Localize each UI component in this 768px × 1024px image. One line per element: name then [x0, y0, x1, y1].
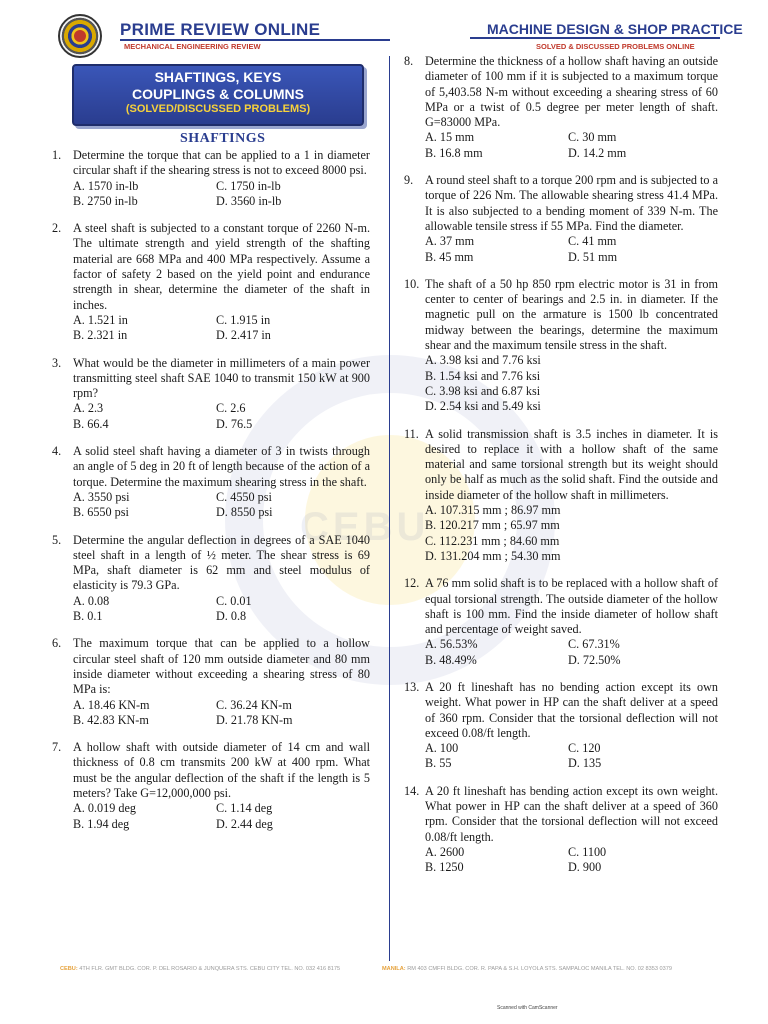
answer-choice: A. 1570 in-lb [73, 178, 139, 193]
question-number: 2. [52, 221, 62, 236]
watermark-text: CEBU [300, 505, 430, 549]
brand-subtitle: MECHANICAL ENGINEERING REVIEW [124, 42, 261, 51]
answer-choice: C. 2.6 [216, 401, 246, 416]
answer-choice: A. 100 [425, 741, 459, 756]
question-text: A solid steel shaft having a diameter of 3 in twists through an angle of 5 deg in 20 ft of length because of the action of a torque. Determine the maximum shearing stress in the shaft. [73, 444, 370, 489]
answer-choices [73, 801, 370, 832]
question-item [46, 356, 370, 432]
answer-choice: A. 15 mm [425, 130, 475, 145]
footer-cebu-label: CEBU: [60, 966, 78, 972]
question-text: A 20 ft lineshaft has no bending action except its own weight. What power in HP can the shaft deliver at a speed of 360 rpm. Consider that the torsional deflection will not exceed 0.08/ft length. [425, 679, 718, 740]
answer-choices [73, 401, 370, 432]
school-logo-icon [58, 14, 102, 58]
answer-choices [73, 179, 370, 210]
question-item [398, 576, 718, 668]
answer-choice: A. 37 mm [425, 234, 475, 249]
answer-choice: A. 2.3 [73, 401, 104, 416]
question-text: Determine the angular deflection in degrees of a SAE 1040 steel shaft in a length of ½ meter. The shear stress is 69 MPa, shaft diameter is 62 mm and steel modulus of elasticity is 79.3 GPa. [73, 532, 370, 593]
answer-choice: B. 120.217 mm ; 65.97 mm [425, 518, 560, 533]
footer-manila-address: RM 403 CMFFI BLDG. COR. R. PAPA & S.H. LOYOLA STS. SAMPALOC MANILA TEL. NO. 02 8353 0379 [407, 966, 672, 972]
question-text: Determine the thickness of a hollow shaft having an outside diameter of 100 mm if it is subjected to a maximum torque of 5,403.58 N-m without exceeding a shearing stress of 60 MPa or a twist of 0.5 degree per meter length of shaft. G=83000 MPa. [425, 54, 718, 130]
footer-manila [382, 966, 672, 972]
subject-title: MACHINE DESIGN & SHOP PRACTICE [487, 21, 743, 37]
answer-choice: A. 107.315 mm ; 86.97 mm [425, 503, 561, 518]
answer-choices [425, 503, 718, 564]
answer-choice: C. 4550 psi [216, 489, 272, 504]
question-item [46, 740, 370, 832]
answer-choice: D. 900 [568, 860, 602, 875]
answer-choice: B. 0.1 [73, 609, 103, 624]
question-text: Determine the torque that can be applied to a 1 in diameter circular shaft if the shearing stress is not to exceed 8000 psi. [73, 148, 370, 178]
answer-choice: D. 2.44 deg [216, 816, 273, 831]
footer-cebu-address: 4TH FLR. GMT BLDG. COR. P. DEL ROSARIO & JUNQUERA STS. CEBU CITY TEL. NO. 032 416 8175 [79, 966, 341, 972]
question-number: 5. [52, 532, 62, 547]
question-item [398, 277, 718, 415]
answer-choice: C. 36.24 KN-m [216, 697, 292, 712]
answer-choice: D. 21.78 KN-m [216, 712, 293, 727]
answer-choices [425, 130, 718, 161]
answer-choice: A. 2600 [425, 844, 465, 859]
answer-choice: B. 42.83 KN-m [73, 712, 149, 727]
answer-choice: C. 1750 in-lb [216, 178, 281, 193]
answer-choice: D. 2.54 ksi and 5.49 ksi [425, 399, 541, 414]
answer-choices [425, 637, 718, 668]
answer-choice: D. 8550 psi [216, 505, 273, 520]
answer-choice: D. 3560 in-lb [216, 193, 282, 208]
answer-choice: D. 135 [568, 756, 602, 771]
subject-divider [470, 37, 720, 39]
answer-choice: A. 0.08 [73, 593, 110, 608]
answer-choice: C. 1100 [568, 844, 607, 859]
question-text: A round steel shaft to a torque 200 rpm and is subjected to a torque of 226 Nm. The allowable shearing stress 41.4 MPa. It is also subjected to a bending moment of 339 N-m. The allowable tensile stress if 55 MPa. Find the diameter. [425, 173, 718, 233]
question-item [398, 427, 718, 565]
answer-choice: B. 16.8 mm [425, 145, 483, 160]
answer-choices [425, 741, 718, 772]
column-divider [389, 56, 390, 961]
question-column-left [46, 148, 370, 844]
question-number: 14. [404, 783, 420, 798]
answer-choice: C. 1.14 deg [216, 801, 273, 816]
page-footer [60, 966, 720, 972]
answer-choice: B. 45 mm [425, 249, 474, 264]
answer-choice: A. 0.019 deg [73, 801, 136, 816]
question-text: A solid transmission shaft is 3.5 inches in diameter. It is desired to replace it with a hollow shaft of the same material and same torsional strength but its weight should only be half as much as the solid shaft. Find the outside and inside diameter of the hollow shaft in millimeters. [425, 426, 718, 502]
answer-choice: A. 3550 psi [73, 489, 130, 504]
subject-subtitle: SOLVED & DISCUSSED PROBLEMS ONLINE [536, 42, 695, 51]
answer-choice: C. 112.231 mm ; 84.60 mm [425, 533, 560, 548]
question-item [46, 636, 370, 728]
question-number: 3. [52, 355, 62, 370]
scan-note: Scanned with CamScanner [497, 1005, 558, 1011]
question-number: 4. [52, 444, 62, 459]
answer-choice: C. 30 mm [568, 130, 617, 145]
topic-title-line2: COUPLINGS & COLUMNS [132, 86, 304, 102]
question-number: 13. [404, 679, 420, 694]
answer-choices [73, 490, 370, 521]
answer-choices [73, 698, 370, 729]
answer-choice: A. 3.98 ksi and 7.76 ksi [425, 353, 541, 368]
answer-choice: B. 1.94 deg [73, 816, 130, 831]
answer-choice: C. 1.915 in [216, 312, 271, 327]
answer-choice: B. 55 [425, 756, 452, 771]
question-text: A 76 mm solid shaft is to be replaced with a hollow shaft of equal torsional strength. The outside diameter of the hollow shaft is 100 mm. Find the inside diameter of hollow shaft and percentage of weight saved. [425, 576, 718, 637]
topic-title-line1: SHAFTINGS, KEYS [154, 69, 282, 85]
answer-choice: D. 131.204 mm ; 54.30 mm [425, 548, 561, 563]
answer-choice: B. 2750 in-lb [73, 193, 138, 208]
answer-choices [425, 353, 718, 414]
question-text: The shaft of a 50 hp 850 rpm electric motor is 31 in from center to center of bearings and 2.5 in. in diameter. If the magnetic pull on the armature is 1500 lb concentrated midway between the bearings, determine the maximum shear and the maximum tensile stress in the shaft. [425, 276, 718, 353]
question-item [46, 221, 370, 343]
question-number: 9. [404, 173, 414, 188]
answer-choice: A. 1.521 in [73, 312, 128, 327]
question-text: A hollow shaft with outside diameter of 14 cm and wall thickness of 0.8 cm transmits 200 kW at 400 rpm. What must be the angular deflection of the shaft if the length is 5 meters? Take G=12,000,000 psi. [73, 740, 370, 800]
answer-choice: B. 48.49% [425, 652, 477, 667]
section-heading: SHAFTINGS [180, 131, 266, 146]
answer-choice: D. 76.5 [216, 416, 253, 431]
answer-choices [425, 845, 718, 876]
page-header [0, 0, 768, 58]
question-text: A steel shaft is subjected to a constant torque of 2260 N-m. The ultimate strength and yield strength of the shafting material are 668 MPa and 400 MPa respectively. Assume a factor of safety 2 based on the yield point and endurance strength in shear, determine the diameter of the shaft in inches. [73, 221, 370, 312]
answer-choices [73, 594, 370, 625]
question-text: What would be the diameter in millimeters of a main power transmitting steel shaft SAE 1040 to transmit 150 kW at 900 rpm? [73, 355, 370, 401]
answer-choice: C. 67.31% [568, 637, 620, 652]
answer-choice: B. 1.54 ksi and 7.76 ksi [425, 368, 541, 383]
answer-choice: C. 3.98 ksi and 6.87 ksi [425, 383, 541, 398]
answer-choices [425, 234, 718, 265]
question-number: 12. [404, 576, 420, 591]
answer-choice: D. 0.8 [216, 609, 247, 624]
answer-choice: D. 72.50% [568, 652, 621, 667]
brand-title: PRIME REVIEW ONLINE [120, 20, 321, 39]
question-item [398, 173, 718, 265]
question-number: 1. [52, 148, 62, 162]
answer-choice: C. 120 [568, 741, 601, 756]
answer-choice: B. 2.321 in [73, 328, 128, 343]
answer-choice: A. 18.46 KN-m [73, 697, 150, 712]
question-item [398, 54, 718, 161]
answer-choice: C. 41 mm [568, 234, 617, 249]
answer-choice: A. 56.53% [425, 637, 478, 652]
answer-choices [73, 313, 370, 344]
answer-choice: D. 14.2 mm [568, 145, 627, 160]
question-number: 8. [404, 54, 414, 68]
answer-choice: D. 51 mm [568, 249, 618, 264]
answer-choice: C. 0.01 [216, 593, 252, 608]
question-item [46, 444, 370, 520]
question-item [398, 680, 718, 772]
answer-choice: B. 1250 [425, 860, 464, 875]
question-text: A 20 ft lineshaft has bending action except its own weight. What power in HP can the shaft deliver at a speed of 360 rpm. Consider that the torsional deflection will not exceed 0.08/ft length. [425, 783, 718, 844]
answer-choice: B. 6550 psi [73, 505, 129, 520]
topic-title-line3: (SOLVED/DISCUSSED PROBLEMS) [125, 103, 311, 115]
question-item [398, 784, 718, 876]
topic-title-box [72, 64, 364, 126]
question-item [46, 148, 370, 209]
question-number: 7. [52, 740, 62, 755]
question-item [46, 533, 370, 625]
question-number: 6. [52, 636, 62, 651]
question-column-right [398, 54, 718, 888]
question-number: 10. [404, 276, 420, 291]
answer-choice: B. 66.4 [73, 416, 109, 431]
brand-divider [120, 39, 390, 41]
answer-choice: D. 2.417 in [216, 328, 271, 343]
footer-manila-label: MANILA: [382, 966, 406, 972]
question-text: The maximum torque that can be applied to a hollow circular steel shaft of 120 mm outside diameter and 80 mm inside diameter without exceeding a shearing stress of 80 MPa is: [73, 636, 370, 697]
question-number: 11. [404, 426, 419, 441]
